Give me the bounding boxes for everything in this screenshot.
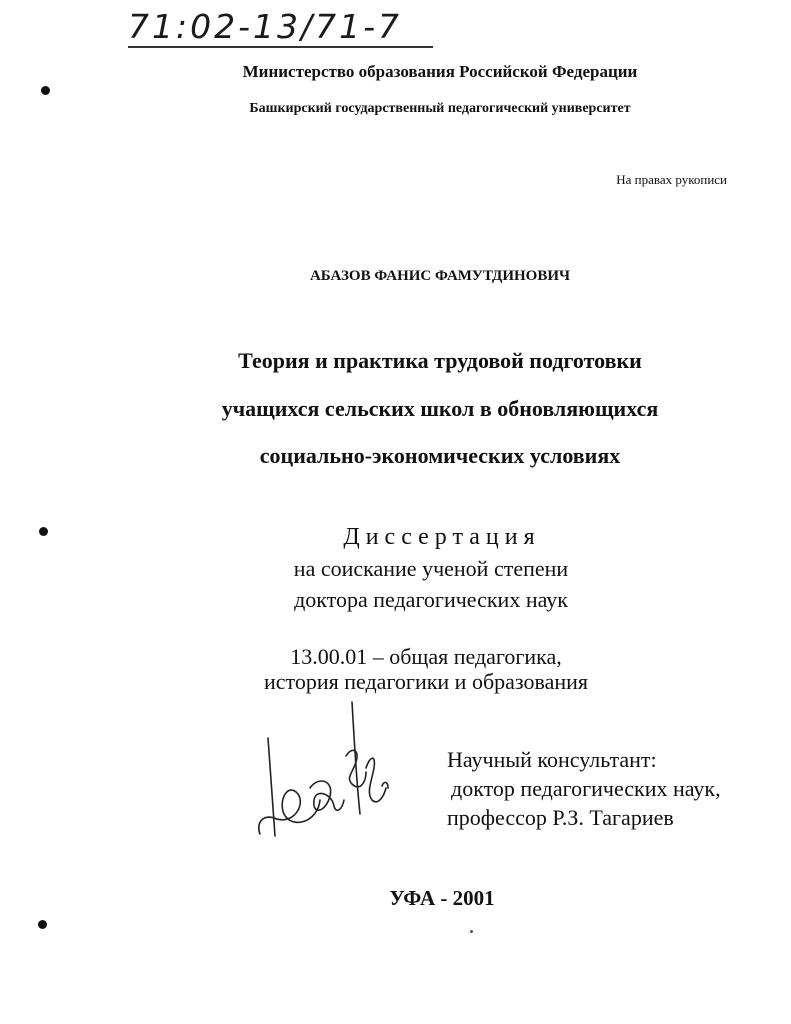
punch-hole-mark: [39, 527, 48, 536]
ministry-name: Министерство образования Российской Федерации: [242, 62, 638, 81]
author-name: АБАЗОВ ФАНИС ФАМУТДИНОВИЧ: [309, 268, 571, 284]
scan-speck: [470, 930, 473, 933]
title-line-3: социально-экономических условиях: [259, 443, 621, 468]
dissertation-type: Диссертация: [343, 524, 541, 550]
scientific-advisor: [447, 745, 721, 832]
specialty-line-2: история педагогики и образования: [263, 669, 589, 694]
title-line-2: учащихся сельских школ в обновляющихся: [221, 396, 659, 421]
city-year: УФА - 2001: [389, 886, 495, 910]
signature-image: [248, 696, 398, 846]
archive-code-text: 71:02-13/71-7: [128, 7, 403, 46]
archive-code: [128, 2, 448, 52]
manuscript-note: На правах рукописи: [616, 172, 727, 187]
title-line-1: Теория и практика трудовой подготовки: [238, 348, 642, 373]
archive-code-underline: [128, 46, 433, 48]
advisor-degree: доктор педагогических наук,: [451, 776, 721, 801]
advisor-name: профессор Р.З. Тагариев: [447, 805, 674, 830]
punch-hole-mark: [38, 920, 47, 929]
degree-line-1: на соискание ученой степени: [293, 556, 569, 581]
specialty-line-1: 13.00.01 – общая педагогика,: [290, 644, 562, 669]
university-name: Башкирский государственный педагогический университет: [249, 101, 631, 116]
punch-hole-mark: [41, 86, 50, 95]
degree-line-2: доктора педагогических наук: [294, 587, 568, 612]
advisor-label: Научный консультант:: [447, 747, 657, 772]
